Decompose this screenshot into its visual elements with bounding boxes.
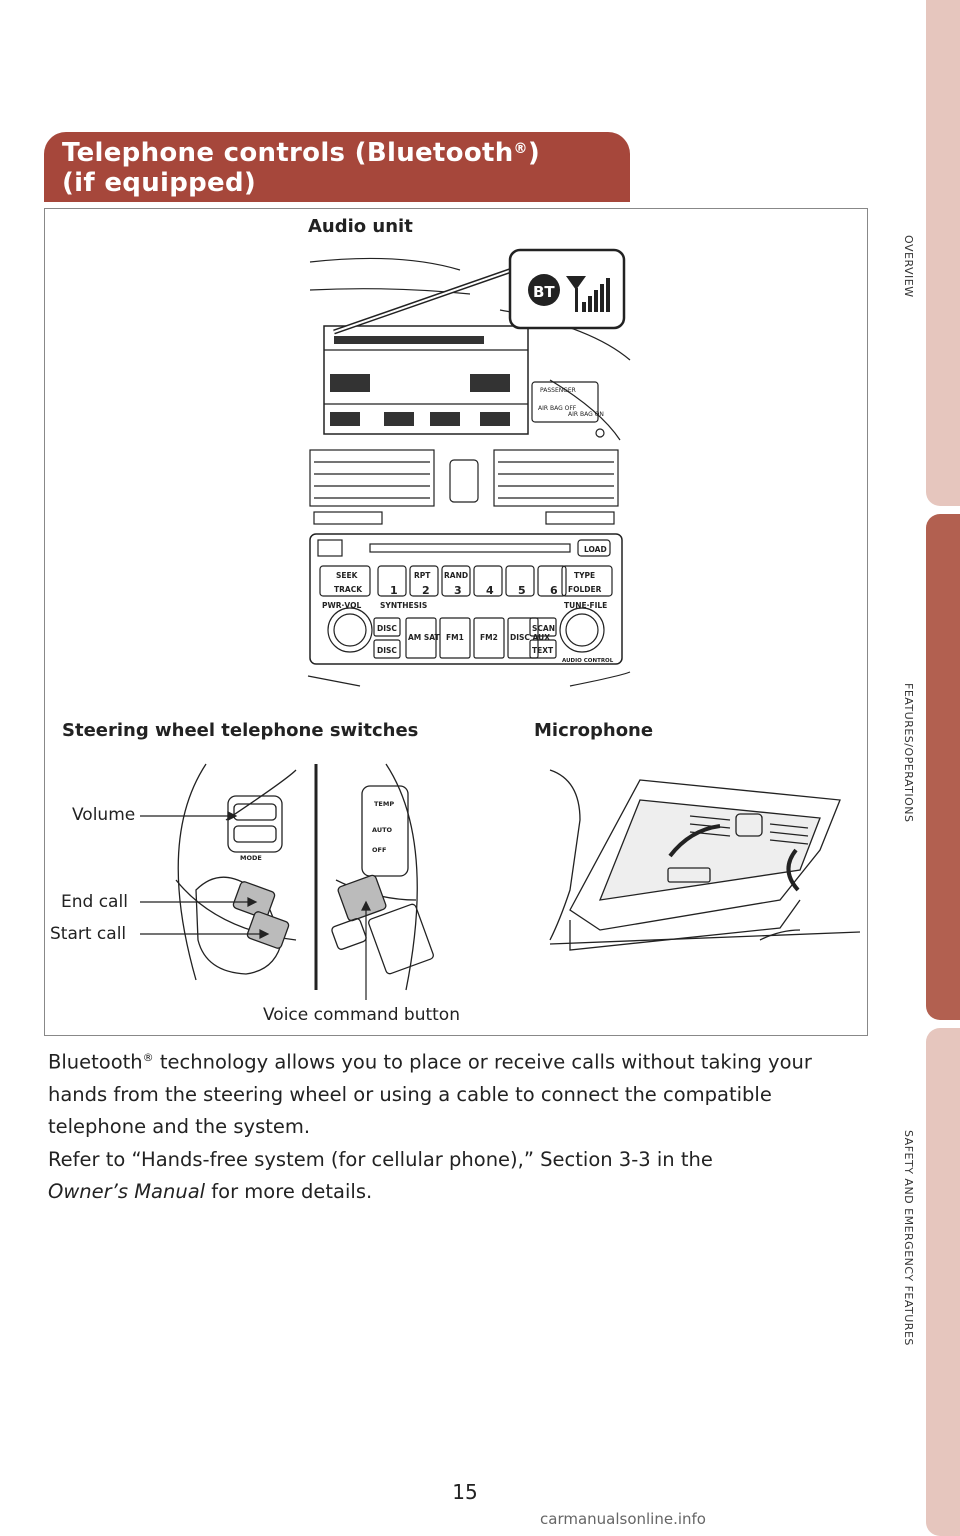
- section-title: Telephone controls (Bluetooth®) (if equipped): [62, 138, 541, 198]
- callout-lines: [136, 770, 536, 1030]
- mode-label: MODE: [240, 854, 262, 862]
- preset-2: 2: [422, 584, 430, 597]
- synthesis-logo: SYNTHESIS: [380, 601, 428, 610]
- pwr-vol-label: PWR·VOL: [322, 601, 362, 610]
- intro-paragraph: Bluetooth® technology allows you to place or receive calls without taking your hands from the steering wheel or using a cable to connect the compatible telephone and the system.: [48, 1050, 812, 1138]
- passenger-airbag-label: PASSENGER: [540, 387, 576, 394]
- airbag-off-label: AIR BAG OFF: [538, 405, 577, 412]
- side-label-overview: OVERVIEW: [902, 235, 915, 298]
- folder-button-label: FOLDER: [568, 585, 602, 594]
- audio-control-label: AUDIO CONTROL: [562, 658, 614, 664]
- end-call-callout: End call: [61, 892, 128, 912]
- off-label: OFF: [372, 846, 387, 854]
- side-tab-features: [926, 514, 960, 1020]
- side-tab-safety: [926, 1028, 960, 1536]
- disc-up-label: DISC: [377, 624, 397, 633]
- type-button-label: TYPE: [574, 571, 596, 580]
- fm2-label: FM2: [480, 633, 498, 642]
- microphone-illustration: [540, 760, 860, 970]
- seek-button-label: SEEK: [336, 571, 358, 580]
- start-call-callout: Start call: [50, 924, 127, 944]
- page-number: 15: [452, 1480, 478, 1504]
- disc-down-label: DISC: [377, 646, 397, 655]
- tune-file-label: TUNE·FILE: [564, 601, 608, 610]
- preset-6: 6: [550, 584, 558, 597]
- preset-1: 1: [390, 584, 398, 597]
- fm1-label: FM1: [446, 633, 464, 642]
- side-label-safety: SAFETY AND EMERGENCY FEATURES: [902, 1130, 915, 1346]
- bt-icon-text: BT: [533, 283, 555, 301]
- am-sat-label: AM SAT: [408, 633, 440, 642]
- reference-paragraph: Refer to “Hands-free system (for cellular phone),” Section 3-3 in the Owner’s Manual for more details.: [48, 1148, 713, 1203]
- airbag-on-label: AIR BAG ON: [568, 411, 604, 418]
- voice-command-callout: Voice command button: [263, 1005, 460, 1025]
- bluetooth-indicator-callout: [330, 246, 650, 366]
- track-button-label: TRACK: [334, 585, 363, 594]
- disc-aux-label: DISC AUX: [510, 633, 550, 642]
- preset-5: 5: [518, 584, 526, 597]
- text-label: TEXT: [532, 646, 554, 655]
- auto-label: AUTO: [372, 826, 393, 834]
- preset-4: 4: [486, 584, 494, 597]
- microphone-label: Microphone: [534, 720, 654, 741]
- scan-label: SCAN: [532, 624, 555, 633]
- side-label-features: FEATURES/OPERATIONS: [902, 683, 915, 823]
- temp-label: TEMP: [374, 800, 395, 808]
- steering-switches-label: Steering wheel telephone switches: [62, 720, 419, 741]
- watermark: carmanualsonline.info: [540, 1510, 706, 1528]
- rand-button-label: RAND: [444, 571, 469, 580]
- volume-callout: Volume: [72, 805, 136, 825]
- preset-3: 3: [454, 584, 462, 597]
- side-tab-overview: [926, 0, 960, 506]
- rpt-button-label: RPT: [414, 571, 431, 580]
- audio-unit-label: Audio unit: [308, 216, 413, 237]
- load-button-label: LOAD: [584, 545, 607, 554]
